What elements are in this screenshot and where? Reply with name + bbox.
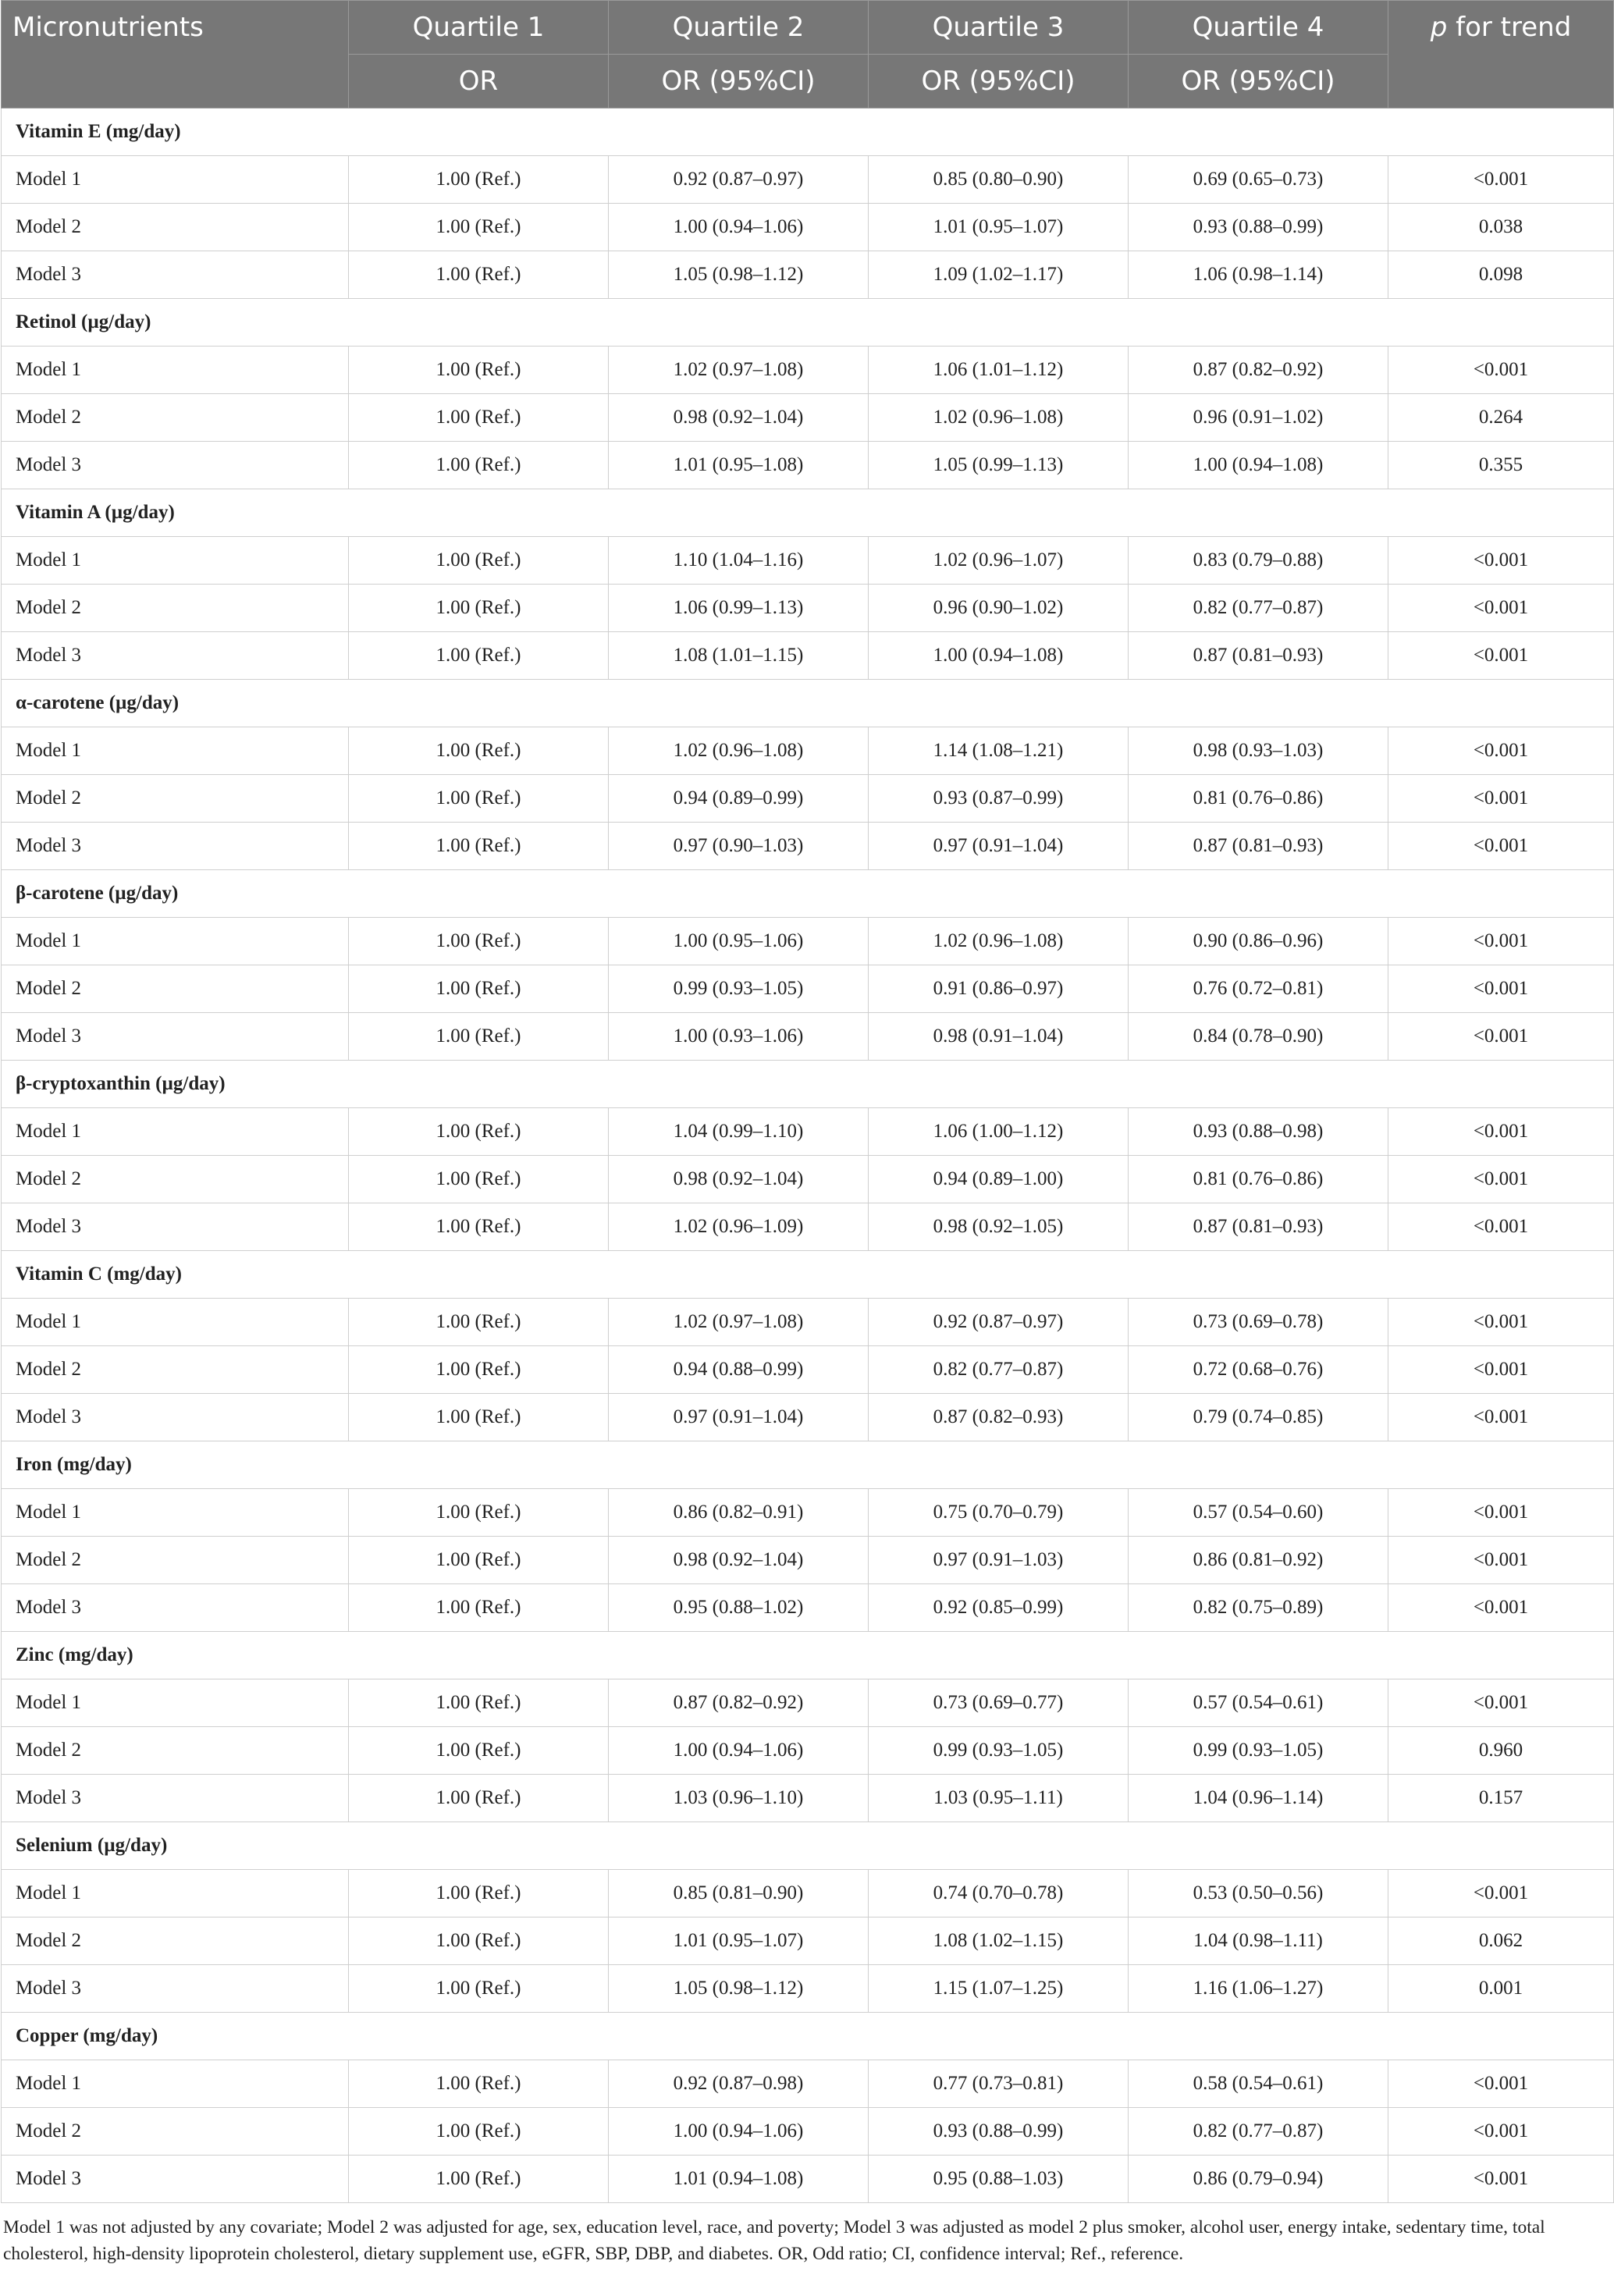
section-row bbox=[2, 2013, 1614, 2060]
cell-quartile-4: 0.98 (0.93–1.03) bbox=[1129, 727, 1388, 775]
header-quartile-2: Quartile 2 bbox=[609, 1, 869, 55]
header-or-ci-q3: OR (95%CI) bbox=[869, 55, 1129, 108]
cell-p-for-trend: <0.001 bbox=[1388, 1156, 1614, 1203]
section-row bbox=[2, 870, 1614, 918]
cell-p-for-trend: <0.001 bbox=[1388, 727, 1614, 775]
cell-quartile-3: 0.93 (0.88–0.99) bbox=[869, 2108, 1129, 2156]
model-label: Model 1 bbox=[2, 918, 349, 965]
cell-quartile-2: 1.02 (0.96–1.09) bbox=[609, 1203, 869, 1251]
model-label: Model 2 bbox=[2, 1537, 349, 1584]
model-label: Model 1 bbox=[2, 1870, 349, 1917]
cell-quartile-2: 1.00 (0.93–1.06) bbox=[609, 1013, 869, 1061]
table-row bbox=[2, 204, 1614, 251]
cell-quartile-1: 1.00 (Ref.) bbox=[349, 775, 609, 823]
table-row bbox=[2, 1013, 1614, 1061]
model-label: Model 1 bbox=[2, 1108, 349, 1156]
cell-quartile-3: 0.74 (0.70–0.78) bbox=[869, 1870, 1129, 1917]
cell-quartile-3: 0.92 (0.85–0.99) bbox=[869, 1584, 1129, 1632]
table-row bbox=[2, 1679, 1614, 1727]
cell-quartile-2: 1.08 (1.01–1.15) bbox=[609, 632, 869, 680]
cell-quartile-2: 1.03 (0.96–1.10) bbox=[609, 1775, 869, 1822]
cell-quartile-4: 0.83 (0.79–0.88) bbox=[1129, 537, 1388, 585]
model-label: Model 1 bbox=[2, 537, 349, 585]
table-footnote: Model 1 was not adjusted by any covariate; Model 2 was adjusted for age, sex, education level, race, and poverty; Model 3 was adjusted as model 2 plus smoker, alcohol user, energy intake, sedentary time, total cholesterol, high-density lipoprotein cholesterol, dietary supplement use, eGFR, SBP, DBP, and diabetes. OR, Odd ratio; CI, confidence interval; Ref., reference. bbox=[3, 2217, 1545, 2264]
cell-quartile-1: 1.00 (Ref.) bbox=[349, 2108, 609, 2156]
cell-quartile-2: 1.00 (0.95–1.06) bbox=[609, 918, 869, 965]
section-title: Copper (mg/day) bbox=[2, 2013, 1614, 2060]
cell-quartile-2: 1.04 (0.99–1.10) bbox=[609, 1108, 869, 1156]
cell-quartile-2: 0.86 (0.82–0.91) bbox=[609, 1489, 869, 1537]
section-row bbox=[2, 1251, 1614, 1299]
cell-quartile-2: 0.99 (0.93–1.05) bbox=[609, 965, 869, 1013]
model-label: Model 1 bbox=[2, 727, 349, 775]
cell-quartile-4: 0.84 (0.78–0.90) bbox=[1129, 1013, 1388, 1061]
cell-p-for-trend: <0.001 bbox=[1388, 2060, 1614, 2108]
cell-quartile-2: 0.98 (0.92–1.04) bbox=[609, 1537, 869, 1584]
cell-quartile-3: 1.02 (0.96–1.08) bbox=[869, 394, 1129, 442]
cell-p-for-trend: <0.001 bbox=[1388, 1679, 1614, 1727]
section-title: β-cryptoxanthin (µg/day) bbox=[2, 1061, 1614, 1108]
table-row bbox=[2, 1346, 1614, 1394]
header-for-trend: for trend bbox=[1447, 12, 1572, 43]
table-row bbox=[2, 727, 1614, 775]
cell-quartile-1: 1.00 (Ref.) bbox=[349, 1584, 609, 1632]
cell-quartile-3: 0.93 (0.87–0.99) bbox=[869, 775, 1129, 823]
cell-quartile-1: 1.00 (Ref.) bbox=[349, 394, 609, 442]
table-row bbox=[2, 394, 1614, 442]
cell-quartile-4: 0.57 (0.54–0.60) bbox=[1129, 1489, 1388, 1537]
cell-p-for-trend: 0.038 bbox=[1388, 204, 1614, 251]
cell-quartile-4: 0.81 (0.76–0.86) bbox=[1129, 1156, 1388, 1203]
model-label: Model 3 bbox=[2, 1775, 349, 1822]
cell-quartile-4: 0.81 (0.76–0.86) bbox=[1129, 775, 1388, 823]
cell-quartile-3: 1.15 (1.07–1.25) bbox=[869, 1965, 1129, 2013]
cell-quartile-3: 0.85 (0.80–0.90) bbox=[869, 156, 1129, 204]
table-row bbox=[2, 775, 1614, 823]
section-row bbox=[2, 1632, 1614, 1679]
cell-quartile-4: 0.73 (0.69–0.78) bbox=[1129, 1299, 1388, 1346]
section-title: Iron (mg/day) bbox=[2, 1441, 1614, 1489]
cell-p-for-trend: <0.001 bbox=[1388, 156, 1614, 204]
cell-quartile-1: 1.00 (Ref.) bbox=[349, 1917, 609, 1965]
cell-quartile-3: 0.99 (0.93–1.05) bbox=[869, 1727, 1129, 1775]
cell-quartile-1: 1.00 (Ref.) bbox=[349, 1346, 609, 1394]
cell-p-for-trend: <0.001 bbox=[1388, 585, 1614, 632]
table-header bbox=[2, 1, 1614, 108]
section-title: Vitamin C (mg/day) bbox=[2, 1251, 1614, 1299]
model-label: Model 3 bbox=[2, 1584, 349, 1632]
cell-quartile-1: 1.00 (Ref.) bbox=[349, 632, 609, 680]
cell-quartile-4: 0.93 (0.88–0.99) bbox=[1129, 204, 1388, 251]
cell-p-for-trend: <0.001 bbox=[1388, 823, 1614, 870]
cell-quartile-2: 0.92 (0.87–0.98) bbox=[609, 2060, 869, 2108]
cell-quartile-1: 1.00 (Ref.) bbox=[349, 1775, 609, 1822]
cell-quartile-4: 1.04 (0.98–1.11) bbox=[1129, 1917, 1388, 1965]
model-label: Model 1 bbox=[2, 156, 349, 204]
cell-quartile-2: 0.97 (0.91–1.04) bbox=[609, 1394, 869, 1441]
table-row bbox=[2, 1775, 1614, 1822]
cell-quartile-3: 0.97 (0.91–1.04) bbox=[869, 823, 1129, 870]
table-row bbox=[2, 585, 1614, 632]
cell-quartile-1: 1.00 (Ref.) bbox=[349, 1537, 609, 1584]
results-table bbox=[1, 0, 1614, 2203]
cell-quartile-4: 0.87 (0.81–0.93) bbox=[1129, 1203, 1388, 1251]
cell-quartile-1: 1.00 (Ref.) bbox=[349, 1965, 609, 2013]
cell-quartile-4: 0.53 (0.50–0.56) bbox=[1129, 1870, 1388, 1917]
table-row bbox=[2, 632, 1614, 680]
cell-quartile-1: 1.00 (Ref.) bbox=[349, 251, 609, 299]
cell-quartile-2: 0.94 (0.88–0.99) bbox=[609, 1346, 869, 1394]
table-row bbox=[2, 537, 1614, 585]
header-or-ci-q4: OR (95%CI) bbox=[1129, 55, 1388, 108]
cell-p-for-trend: <0.001 bbox=[1388, 1013, 1614, 1061]
cell-quartile-3: 1.02 (0.96–1.08) bbox=[869, 918, 1129, 965]
cell-quartile-3: 0.97 (0.91–1.03) bbox=[869, 1537, 1129, 1584]
section-row bbox=[2, 1441, 1614, 1489]
table-row bbox=[2, 823, 1614, 870]
cell-quartile-4: 0.99 (0.93–1.05) bbox=[1129, 1727, 1388, 1775]
cell-p-for-trend: <0.001 bbox=[1388, 537, 1614, 585]
cell-quartile-3: 0.77 (0.73–0.81) bbox=[869, 2060, 1129, 2108]
table-row bbox=[2, 1727, 1614, 1775]
model-label: Model 2 bbox=[2, 585, 349, 632]
cell-p-for-trend: <0.001 bbox=[1388, 1108, 1614, 1156]
cell-quartile-4: 0.96 (0.91–1.02) bbox=[1129, 394, 1388, 442]
cell-quartile-4: 0.87 (0.81–0.93) bbox=[1129, 632, 1388, 680]
cell-quartile-2: 1.05 (0.98–1.12) bbox=[609, 251, 869, 299]
table-row bbox=[2, 1299, 1614, 1346]
cell-quartile-3: 0.96 (0.90–1.02) bbox=[869, 585, 1129, 632]
cell-p-for-trend: 0.264 bbox=[1388, 394, 1614, 442]
section-title: Retinol (µg/day) bbox=[2, 299, 1614, 347]
section-row bbox=[2, 108, 1614, 156]
table-row bbox=[2, 1394, 1614, 1441]
cell-p-for-trend: <0.001 bbox=[1388, 1299, 1614, 1346]
section-row bbox=[2, 299, 1614, 347]
model-label: Model 1 bbox=[2, 1679, 349, 1727]
cell-quartile-4: 0.86 (0.81–0.92) bbox=[1129, 1537, 1388, 1584]
model-label: Model 3 bbox=[2, 251, 349, 299]
cell-quartile-3: 1.01 (0.95–1.07) bbox=[869, 204, 1129, 251]
header-p-letter: p bbox=[1430, 12, 1448, 43]
cell-p-for-trend: <0.001 bbox=[1388, 1203, 1614, 1251]
cell-quartile-3: 1.14 (1.08–1.21) bbox=[869, 727, 1129, 775]
cell-quartile-4: 0.93 (0.88–0.98) bbox=[1129, 1108, 1388, 1156]
table-row bbox=[2, 2108, 1614, 2156]
cell-quartile-1: 1.00 (Ref.) bbox=[349, 1203, 609, 1251]
cell-quartile-2: 1.01 (0.94–1.08) bbox=[609, 2156, 869, 2203]
cell-quartile-4: 1.16 (1.06–1.27) bbox=[1129, 1965, 1388, 2013]
cell-quartile-1: 1.00 (Ref.) bbox=[349, 442, 609, 489]
table-row bbox=[2, 1917, 1614, 1965]
cell-p-for-trend: <0.001 bbox=[1388, 918, 1614, 965]
cell-quartile-3: 1.06 (1.00–1.12) bbox=[869, 1108, 1129, 1156]
section-title: α-carotene (µg/day) bbox=[2, 680, 1614, 727]
cell-quartile-3: 0.73 (0.69–0.77) bbox=[869, 1679, 1129, 1727]
cell-quartile-4: 0.87 (0.82–0.92) bbox=[1129, 347, 1388, 394]
cell-p-for-trend: 0.062 bbox=[1388, 1917, 1614, 1965]
model-label: Model 1 bbox=[2, 347, 349, 394]
model-label: Model 1 bbox=[2, 1489, 349, 1537]
cell-quartile-3: 0.87 (0.82–0.93) bbox=[869, 1394, 1129, 1441]
table-row bbox=[2, 918, 1614, 965]
model-label: Model 2 bbox=[2, 1156, 349, 1203]
cell-quartile-1: 1.00 (Ref.) bbox=[349, 1299, 609, 1346]
cell-quartile-2: 0.98 (0.92–1.04) bbox=[609, 394, 869, 442]
cell-quartile-4: 0.79 (0.74–0.85) bbox=[1129, 1394, 1388, 1441]
cell-quartile-2: 1.02 (0.97–1.08) bbox=[609, 1299, 869, 1346]
cell-quartile-2: 0.95 (0.88–1.02) bbox=[609, 1584, 869, 1632]
cell-p-for-trend: <0.001 bbox=[1388, 775, 1614, 823]
cell-p-for-trend: <0.001 bbox=[1388, 632, 1614, 680]
table-row bbox=[2, 1108, 1614, 1156]
cell-p-for-trend: <0.001 bbox=[1388, 1346, 1614, 1394]
cell-quartile-1: 1.00 (Ref.) bbox=[349, 1108, 609, 1156]
cell-quartile-1: 1.00 (Ref.) bbox=[349, 918, 609, 965]
cell-quartile-2: 0.97 (0.90–1.03) bbox=[609, 823, 869, 870]
cell-quartile-1: 1.00 (Ref.) bbox=[349, 727, 609, 775]
table-row bbox=[2, 965, 1614, 1013]
section-title: Selenium (µg/day) bbox=[2, 1822, 1614, 1870]
section-title: β-carotene (µg/day) bbox=[2, 870, 1614, 918]
cell-quartile-1: 1.00 (Ref.) bbox=[349, 2060, 609, 2108]
section-row bbox=[2, 489, 1614, 537]
header-quartile-1: Quartile 1 bbox=[349, 1, 609, 55]
cell-quartile-3: 1.08 (1.02–1.15) bbox=[869, 1917, 1129, 1965]
cell-quartile-4: 0.82 (0.75–0.89) bbox=[1129, 1584, 1388, 1632]
section-row bbox=[2, 1061, 1614, 1108]
table-body bbox=[2, 108, 1614, 2203]
cell-quartile-2: 1.02 (0.96–1.08) bbox=[609, 727, 869, 775]
model-label: Model 3 bbox=[2, 1013, 349, 1061]
cell-p-for-trend: 0.001 bbox=[1388, 1965, 1614, 2013]
cell-quartile-2: 1.00 (0.94–1.06) bbox=[609, 1727, 869, 1775]
section-title: Vitamin A (µg/day) bbox=[2, 489, 1614, 537]
cell-quartile-3: 0.98 (0.92–1.05) bbox=[869, 1203, 1129, 1251]
cell-quartile-2: 0.92 (0.87–0.97) bbox=[609, 156, 869, 204]
cell-quartile-3: 1.05 (0.99–1.13) bbox=[869, 442, 1129, 489]
table-row bbox=[2, 347, 1614, 394]
cell-quartile-1: 1.00 (Ref.) bbox=[349, 1870, 609, 1917]
cell-p-for-trend: 0.960 bbox=[1388, 1727, 1614, 1775]
cell-quartile-4: 1.06 (0.98–1.14) bbox=[1129, 251, 1388, 299]
cell-p-for-trend: <0.001 bbox=[1388, 2156, 1614, 2203]
model-label: Model 2 bbox=[2, 204, 349, 251]
cell-quartile-3: 0.92 (0.87–0.97) bbox=[869, 1299, 1129, 1346]
section-title: Vitamin E (mg/day) bbox=[2, 108, 1614, 156]
model-label: Model 2 bbox=[2, 394, 349, 442]
cell-quartile-1: 1.00 (Ref.) bbox=[349, 1727, 609, 1775]
cell-quartile-4: 1.04 (0.96–1.14) bbox=[1129, 1775, 1388, 1822]
model-label: Model 2 bbox=[2, 965, 349, 1013]
model-label: Model 2 bbox=[2, 1346, 349, 1394]
cell-quartile-1: 1.00 (Ref.) bbox=[349, 1679, 609, 1727]
section-row bbox=[2, 680, 1614, 727]
header-quartile-3: Quartile 3 bbox=[869, 1, 1129, 55]
model-label: Model 3 bbox=[2, 632, 349, 680]
cell-quartile-4: 0.58 (0.54–0.61) bbox=[1129, 2060, 1388, 2108]
cell-quartile-4: 0.72 (0.68–0.76) bbox=[1129, 1346, 1388, 1394]
cell-quartile-1: 1.00 (Ref.) bbox=[349, 537, 609, 585]
table-row bbox=[2, 1537, 1614, 1584]
cell-quartile-3: 0.82 (0.77–0.87) bbox=[869, 1346, 1129, 1394]
cell-quartile-3: 0.94 (0.89–1.00) bbox=[869, 1156, 1129, 1203]
cell-quartile-3: 1.00 (0.94–1.08) bbox=[869, 632, 1129, 680]
cell-quartile-4: 1.00 (0.94–1.08) bbox=[1129, 442, 1388, 489]
table-row bbox=[2, 442, 1614, 489]
cell-quartile-2: 0.98 (0.92–1.04) bbox=[609, 1156, 869, 1203]
cell-quartile-2: 1.01 (0.95–1.08) bbox=[609, 442, 869, 489]
cell-quartile-2: 1.00 (0.94–1.06) bbox=[609, 2108, 869, 2156]
cell-quartile-3: 1.02 (0.96–1.07) bbox=[869, 537, 1129, 585]
cell-quartile-1: 1.00 (Ref.) bbox=[349, 1156, 609, 1203]
table-row bbox=[2, 251, 1614, 299]
cell-quartile-1: 1.00 (Ref.) bbox=[349, 1394, 609, 1441]
model-label: Model 3 bbox=[2, 2156, 349, 2203]
table-row bbox=[2, 2156, 1614, 2203]
cell-p-for-trend: <0.001 bbox=[1388, 1394, 1614, 1441]
cell-quartile-1: 1.00 (Ref.) bbox=[349, 585, 609, 632]
cell-p-for-trend: <0.001 bbox=[1388, 1870, 1614, 1917]
section-row bbox=[2, 1822, 1614, 1870]
model-label: Model 3 bbox=[2, 823, 349, 870]
cell-quartile-4: 0.86 (0.79–0.94) bbox=[1129, 2156, 1388, 2203]
cell-p-for-trend: <0.001 bbox=[1388, 1489, 1614, 1537]
model-label: Model 1 bbox=[2, 1299, 349, 1346]
cell-quartile-3: 0.98 (0.91–1.04) bbox=[869, 1013, 1129, 1061]
cell-quartile-3: 1.06 (1.01–1.12) bbox=[869, 347, 1129, 394]
cell-p-for-trend: <0.001 bbox=[1388, 347, 1614, 394]
table-row bbox=[2, 2060, 1614, 2108]
model-label: Model 3 bbox=[2, 442, 349, 489]
table-row bbox=[2, 1870, 1614, 1917]
cell-quartile-3: 1.09 (1.02–1.17) bbox=[869, 251, 1129, 299]
table-row bbox=[2, 1203, 1614, 1251]
cell-p-for-trend: 0.098 bbox=[1388, 251, 1614, 299]
table-row bbox=[2, 1965, 1614, 2013]
cell-quartile-4: 0.87 (0.81–0.93) bbox=[1129, 823, 1388, 870]
model-label: Model 3 bbox=[2, 1203, 349, 1251]
table-row bbox=[2, 1156, 1614, 1203]
cell-p-for-trend: <0.001 bbox=[1388, 965, 1614, 1013]
header-p-for-trend bbox=[1388, 1, 1614, 108]
section-title: Zinc (mg/day) bbox=[2, 1632, 1614, 1679]
cell-quartile-1: 1.00 (Ref.) bbox=[349, 1013, 609, 1061]
cell-quartile-2: 1.06 (0.99–1.13) bbox=[609, 585, 869, 632]
cell-quartile-1: 1.00 (Ref.) bbox=[349, 965, 609, 1013]
cell-quartile-4: 0.82 (0.77–0.87) bbox=[1129, 2108, 1388, 2156]
model-label: Model 3 bbox=[2, 1965, 349, 2013]
cell-quartile-1: 1.00 (Ref.) bbox=[349, 1489, 609, 1537]
table-row bbox=[2, 156, 1614, 204]
cell-quartile-2: 1.01 (0.95–1.07) bbox=[609, 1917, 869, 1965]
cell-quartile-3: 0.91 (0.86–0.97) bbox=[869, 965, 1129, 1013]
cell-quartile-1: 1.00 (Ref.) bbox=[349, 156, 609, 204]
cell-quartile-1: 1.00 (Ref.) bbox=[349, 347, 609, 394]
cell-quartile-2: 1.02 (0.97–1.08) bbox=[609, 347, 869, 394]
model-label: Model 2 bbox=[2, 2108, 349, 2156]
header-or-q1: OR bbox=[349, 55, 609, 108]
cell-quartile-1: 1.00 (Ref.) bbox=[349, 823, 609, 870]
model-label: Model 2 bbox=[2, 775, 349, 823]
model-label: Model 2 bbox=[2, 1727, 349, 1775]
cell-p-for-trend: <0.001 bbox=[1388, 1584, 1614, 1632]
cell-quartile-1: 1.00 (Ref.) bbox=[349, 2156, 609, 2203]
cell-p-for-trend: <0.001 bbox=[1388, 2108, 1614, 2156]
cell-quartile-4: 0.90 (0.86–0.96) bbox=[1129, 918, 1388, 965]
header-quartile-4: Quartile 4 bbox=[1129, 1, 1388, 55]
cell-quartile-4: 0.76 (0.72–0.81) bbox=[1129, 965, 1388, 1013]
table-row bbox=[2, 1584, 1614, 1632]
cell-quartile-2: 1.00 (0.94–1.06) bbox=[609, 204, 869, 251]
cell-quartile-2: 1.10 (1.04–1.16) bbox=[609, 537, 869, 585]
cell-quartile-2: 0.85 (0.81–0.90) bbox=[609, 1870, 869, 1917]
table-row bbox=[2, 1489, 1614, 1537]
cell-quartile-3: 0.75 (0.70–0.79) bbox=[869, 1489, 1129, 1537]
cell-p-for-trend: <0.001 bbox=[1388, 1537, 1614, 1584]
cell-quartile-2: 0.94 (0.89–0.99) bbox=[609, 775, 869, 823]
model-label: Model 3 bbox=[2, 1394, 349, 1441]
cell-quartile-3: 0.95 (0.88–1.03) bbox=[869, 2156, 1129, 2203]
cell-p-for-trend: 0.355 bbox=[1388, 442, 1614, 489]
model-label: Model 1 bbox=[2, 2060, 349, 2108]
cell-quartile-2: 1.05 (0.98–1.12) bbox=[609, 1965, 869, 2013]
cell-quartile-1: 1.00 (Ref.) bbox=[349, 204, 609, 251]
cell-quartile-3: 1.03 (0.95–1.11) bbox=[869, 1775, 1129, 1822]
header-micronutrients: Micronutrients bbox=[2, 1, 349, 108]
cell-quartile-2: 0.87 (0.82–0.92) bbox=[609, 1679, 869, 1727]
cell-p-for-trend: 0.157 bbox=[1388, 1775, 1614, 1822]
header-row-1 bbox=[2, 1, 1614, 55]
cell-quartile-4: 0.69 (0.65–0.73) bbox=[1129, 156, 1388, 204]
header-or-ci-q2: OR (95%CI) bbox=[609, 55, 869, 108]
model-label: Model 2 bbox=[2, 1917, 349, 1965]
cell-quartile-4: 0.57 (0.54–0.61) bbox=[1129, 1679, 1388, 1727]
cell-quartile-4: 0.82 (0.77–0.87) bbox=[1129, 585, 1388, 632]
